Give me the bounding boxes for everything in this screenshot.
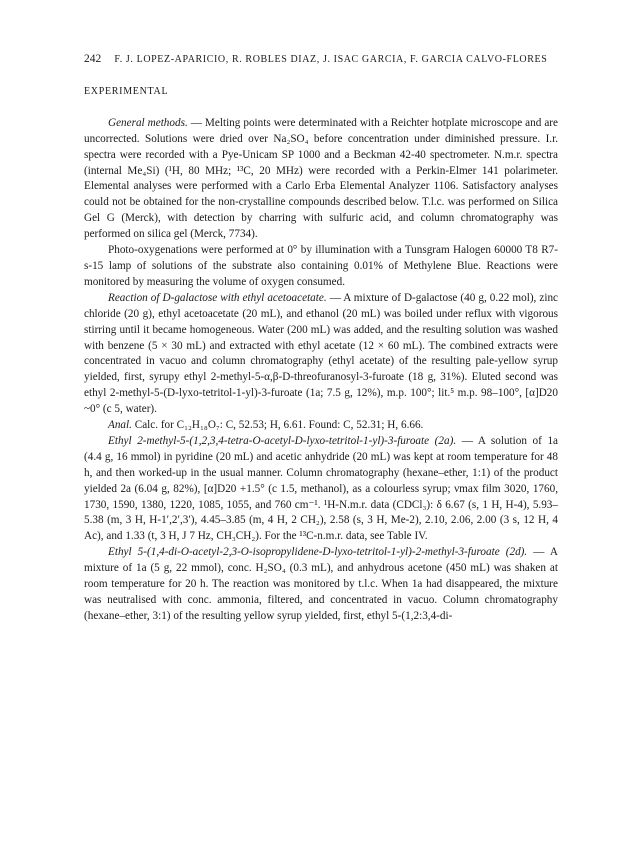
paragraph-heading: Ethyl 2-methyl-5-(1,2,3,4-tetra-O-acetyl-D-lyxo-tetritol-1-yl)-3-furoate (2a).	[108, 434, 457, 447]
paragraph-photo-oxygenation	[84, 243, 558, 291]
paragraph-body: — A mixture of 1a (5 g, 22 mmol), conc. H₂SO₄ (0.3 mL), and anhydrous acetone (450 mL) was shaken at room temperature for 20 h. The reaction was monitored by t.l.c. When 1a had disappeared, the mixture was neutralised with conc. ammonia, filtered, and concentrated in vacuo. Column chromatography (hexane–ether, 3:1) of the resulting yellow syrup yielded, first, ethyl 5-(1,2:3,4-di-	[84, 546, 558, 622]
paragraph-body: Photo-oxygenations were performed at 0° by illumination with a Tunsgram Halogen 60000 T8 R7-s-15 lamp of solutions of the substrate also containing 0.01% of Methylene Blue. Reactions were monitored by measuring the volume of oxygen consumed.	[84, 244, 558, 288]
paragraph-general-methods	[84, 116, 558, 243]
paragraph-body: — A mixture of D-galactose (40 g, 0.22 mol), zinc chloride (20 g), ethyl acetoacetate (20 mL), and ethanol (20 mL) was boiled under reflux with vigorous stirring until it became homogeneous. Water (200 mL) was added, and the resulting solution was washed with benzene (5 × 30 mL) and extracted with ethyl acetate (12 × 60 mL). The combined extracts were concentrated in vacuo and column chromatography (ethyl acetate) of the resulting pale-yellow syrup yielded, first, syrupy ethyl 2-methyl-5-α,β-D-threofuranosyl-3-furoate (18 g, 31%). Eluted second was ethyl 2-methyl-5-(D-lyxo-tetritol-1-yl)-3-furoate (1a; 7.5 g, 12%), m.p. 100°; lit.⁵ m.p. 98–100°, [α]D20 ~0° (c 5, water).	[84, 291, 559, 416]
page-number: 242	[84, 53, 102, 65]
paragraph-heading: Reaction of D-galactose with ethyl acetoacetate.	[108, 291, 327, 304]
paragraph-heading: General methods.	[108, 116, 188, 129]
paragraph-heading: Anal.	[108, 419, 132, 432]
section-title: EXPERIMENTAL	[84, 85, 169, 97]
journal-page	[84, 52, 558, 625]
paragraph-body: — A solution of 1a (4.4 g, 16 mmol) in pyridine (20 mL) and acetic anhydride (20 mL) was kept at room temperature for 48 h, and then worked-up in the usual manner. Column chromatography (hexane–ether, 1:1) of the product yielded 2a (6.04 g, 82%), [α]D20 +1.5° (c 1.5, methanol), as a colourless syrup; νmax film 3020, 1760, 1730, 1590, 1380, 1220, 1085, 1055, and 760 cm⁻¹. ¹H-N.m.r. data (CDCl₃): δ 6.67 (s, 1 H, H-4), 5.93–5.38 (m, 3 H, H-1′,2′,3′), 4.45–3.85 (m, 4 H, 2 CH₂), 2.58 (s, 3 H, Me-2), 2.10, 2.06, 2.00 (3 s, 12 H, 4 Ac), and 1.33 (t, 3 H, J 7 Hz, CH₃CH₂). For the ¹³C-n.m.r. data, see Table IV.	[84, 434, 559, 543]
paragraph-body: Calc. for C₁₂H₁₈O₇: C, 52.53; H, 6.61. Found: C, 52.31; H, 6.66.	[131, 419, 424, 432]
paragraph-reaction-galactose	[84, 291, 558, 418]
running-head	[84, 52, 558, 68]
paragraph-body: — Melting points were determinated with a Reichter hotplate microscope and are uncorrected. Solutions were dried over Na₂SO₄ before concentration under diminished pressure. I.r. spectra were recorded with a Pye-Unicam SP 1000 and a Beckman 42-40 spectrometer. N.m.r. spectra (internal Me₄Si) (¹H, 80 MHz; ¹³C, 20 MHz) were recorded with a Perkin-Elmer 141 polarimeter. Elemental analyses were performed with a Carlo Erba Elemental Analyzer 1106. Satisfactory analyses could not be obtained for the non-crystalline compounds described below. T.l.c. was performed on Silica Gel G (Merck), with detection by charring with sulfuric acid, and column chromatography was performed on silica gel (Merck, 7734).	[84, 116, 558, 241]
paragraph-analysis	[84, 418, 558, 434]
paragraph-heading: Ethyl 5-(1,4-di-O-acetyl-2,3-O-isopropylidene-D-lyxo-tetritol-1-yl)-2-methyl-3-furoate (2d).	[108, 546, 528, 559]
paragraph-compound-2d	[84, 545, 558, 625]
author-list: F. J. LOPEZ-APARICIO, R. ROBLES DIAZ, J. ISAC GARCIA, F. GARCIA CALVO-FLORES	[114, 54, 548, 65]
paragraph-compound-2a	[84, 434, 558, 545]
